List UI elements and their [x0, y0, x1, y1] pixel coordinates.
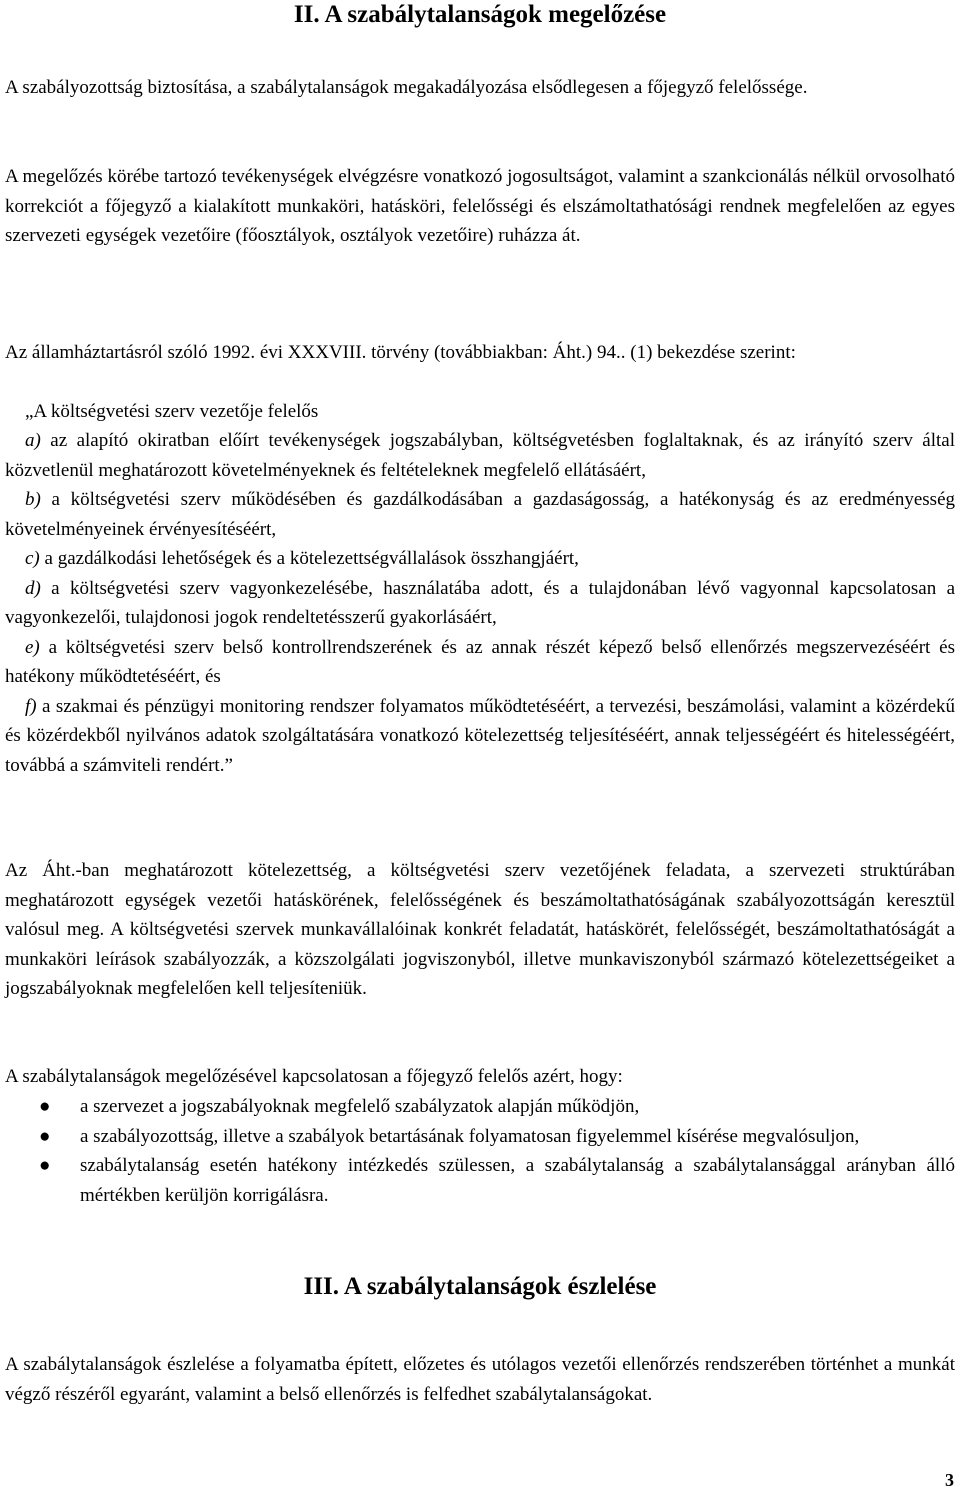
aht-item — [5, 485, 955, 544]
item-label: b) — [25, 489, 41, 510]
aht-items-list — [5, 426, 955, 780]
quote-intro-text: „A költségvetési szerv vezetője felelős — [25, 401, 319, 422]
bullet-item — [5, 1151, 955, 1210]
item-text: a szakmai és pénzügyi monitoring rendszer folyamatos működtetéséért, a tervezési, beszámolási, valamint a közérdekű és közérdekből nyilvános adatok szolgáltatására vonatkozó kötelezettség teljesítéséért, annak teljességéért és hitelességéért, továbbá a számviteli rendért.” — [5, 695, 955, 776]
aht-item — [5, 574, 955, 633]
aht-item — [5, 544, 955, 574]
item-text: a gazdálkodási lehetőségek és a kötelezettségvállalások összhangjáért, — [39, 548, 579, 569]
paragraph-responsibility: A szabályozottság biztosítása, a szabálytalanságok megakadályozása elsődlegesen a főjegyző felelőssége. — [5, 77, 808, 98]
paragraph-detection: A szabálytalanságok észlelése a folyamatba épített, előzetes és utólagos vezetői ellenőrzés rendszerében történhet a munkát végző részéről egyaránt, valamint a belső ellenőrzés is felfedhet szabálytalanságokat. — [5, 1354, 955, 1405]
bullet-item — [5, 1122, 955, 1152]
item-text: a költségvetési szerv belső kontrollrendszerének és az annak részét képező belső ellenőrzés megszervezéséért és hatékony működtetéséért, és — [5, 636, 955, 687]
item-text: az alapító okiratban előírt tevékenységek jogszabályban, költségvetésben foglaltaknak, és az irányító szerv által közvetlenül meghatározott követelményeknek és feltételeknek megfelelő ellátásáért, — [5, 430, 955, 481]
bullet-icon: ● — [39, 1096, 51, 1117]
item-label: c) — [25, 548, 40, 569]
item-label: a) — [25, 430, 41, 451]
quote-intro — [5, 397, 955, 427]
paragraph-delegation: A megelőzés körébe tartozó tevékenységek elvégzésre vonatkozó jogosultságot, valamint a szankcionálás nélkül orvosolható korrekciót a főjegyző a kialakított munkaköri, hatásköri, felelősségi és elszámoltathatósági rendnek megfelelően az egyes szervezeti egységek vezetőire (főosztályok, osztályok vezetőire) ruházza át. — [5, 166, 955, 246]
bullet-text: a szervezet a jogszabályoknak megfelelő szabályzatok alapján működjön, — [80, 1096, 640, 1117]
paragraph-aht-obligation: Az Áht.-ban meghatározott kötelezettség, a költségvetési szerv vezetőjének feladata, a szervezeti struktúrában meghatározott egységek vezetői hatáskörének, felelősségének és beszámoltathatóságának szabályozottságán keresztül valósul meg. A költségvetési szervek munkavállalóinak konkrét feladatát, hatáskörét, felelősségét, beszámoltathatóságát a munkaköri leírások szabályozzák, a közszolgálati jogviszonyból, illetve munkaviszonyból származó kötelezettségeiket a jogszabályoknak megfelelően kell teljesíteniük. — [5, 860, 955, 999]
paragraph-prevention-intro: A szabálytalanságok megelőzésével kapcsolatosan a főjegyző felelős azért, hogy: — [5, 1066, 623, 1087]
paragraph-aht-reference: Az államháztartásról szóló 1992. évi XXXVIII. törvény (továbbiakban: Áht.) 94.. (1) bekezdése szerint: — [5, 342, 796, 363]
item-label: d) — [25, 577, 41, 599]
bullet-item — [5, 1092, 955, 1122]
bullet-icon: ● — [39, 1125, 51, 1147]
section-heading-2: II. A szabálytalanságok megelőzése — [293, 1, 667, 28]
prevention-bullet-list — [5, 1092, 955, 1210]
item-text: a költségvetési szerv működésében és gazdálkodásában a gazdaságosság, a hatékonyság és az eredményesség követelményeinek érvényesítéséért, — [5, 489, 955, 540]
item-label: f) — [25, 695, 37, 717]
aht-item — [5, 692, 955, 781]
item-text: a költségvetési szerv vagyonkezelésébe, használatába adott, és a tulajdonában lévő vagyonnal kapcsolatosan a vagyonkezelői, tulajdonosi jogok rendeltetésszerű gyakorlásáért, — [5, 577, 955, 628]
page-number: 3 — [945, 1470, 954, 1490]
aht-item — [5, 633, 955, 692]
bullet-text: szabálytalanság esetén hatékony intézkedés szülessen, a szabálytalanság a szabálytalansággal arányban álló mértékben kerüljön korrigálásra. — [80, 1155, 955, 1206]
aht-item — [5, 426, 955, 485]
bullet-text: a szabályozottság, illetve a szabályok betartásának folyamatosan figyelemmel kísérése megvalósuljon, — [80, 1125, 860, 1147]
item-label: e) — [25, 636, 40, 658]
bullet-icon: ● — [39, 1155, 51, 1176]
section-heading-3: III. A szabálytalanságok észlelése — [303, 1273, 657, 1300]
